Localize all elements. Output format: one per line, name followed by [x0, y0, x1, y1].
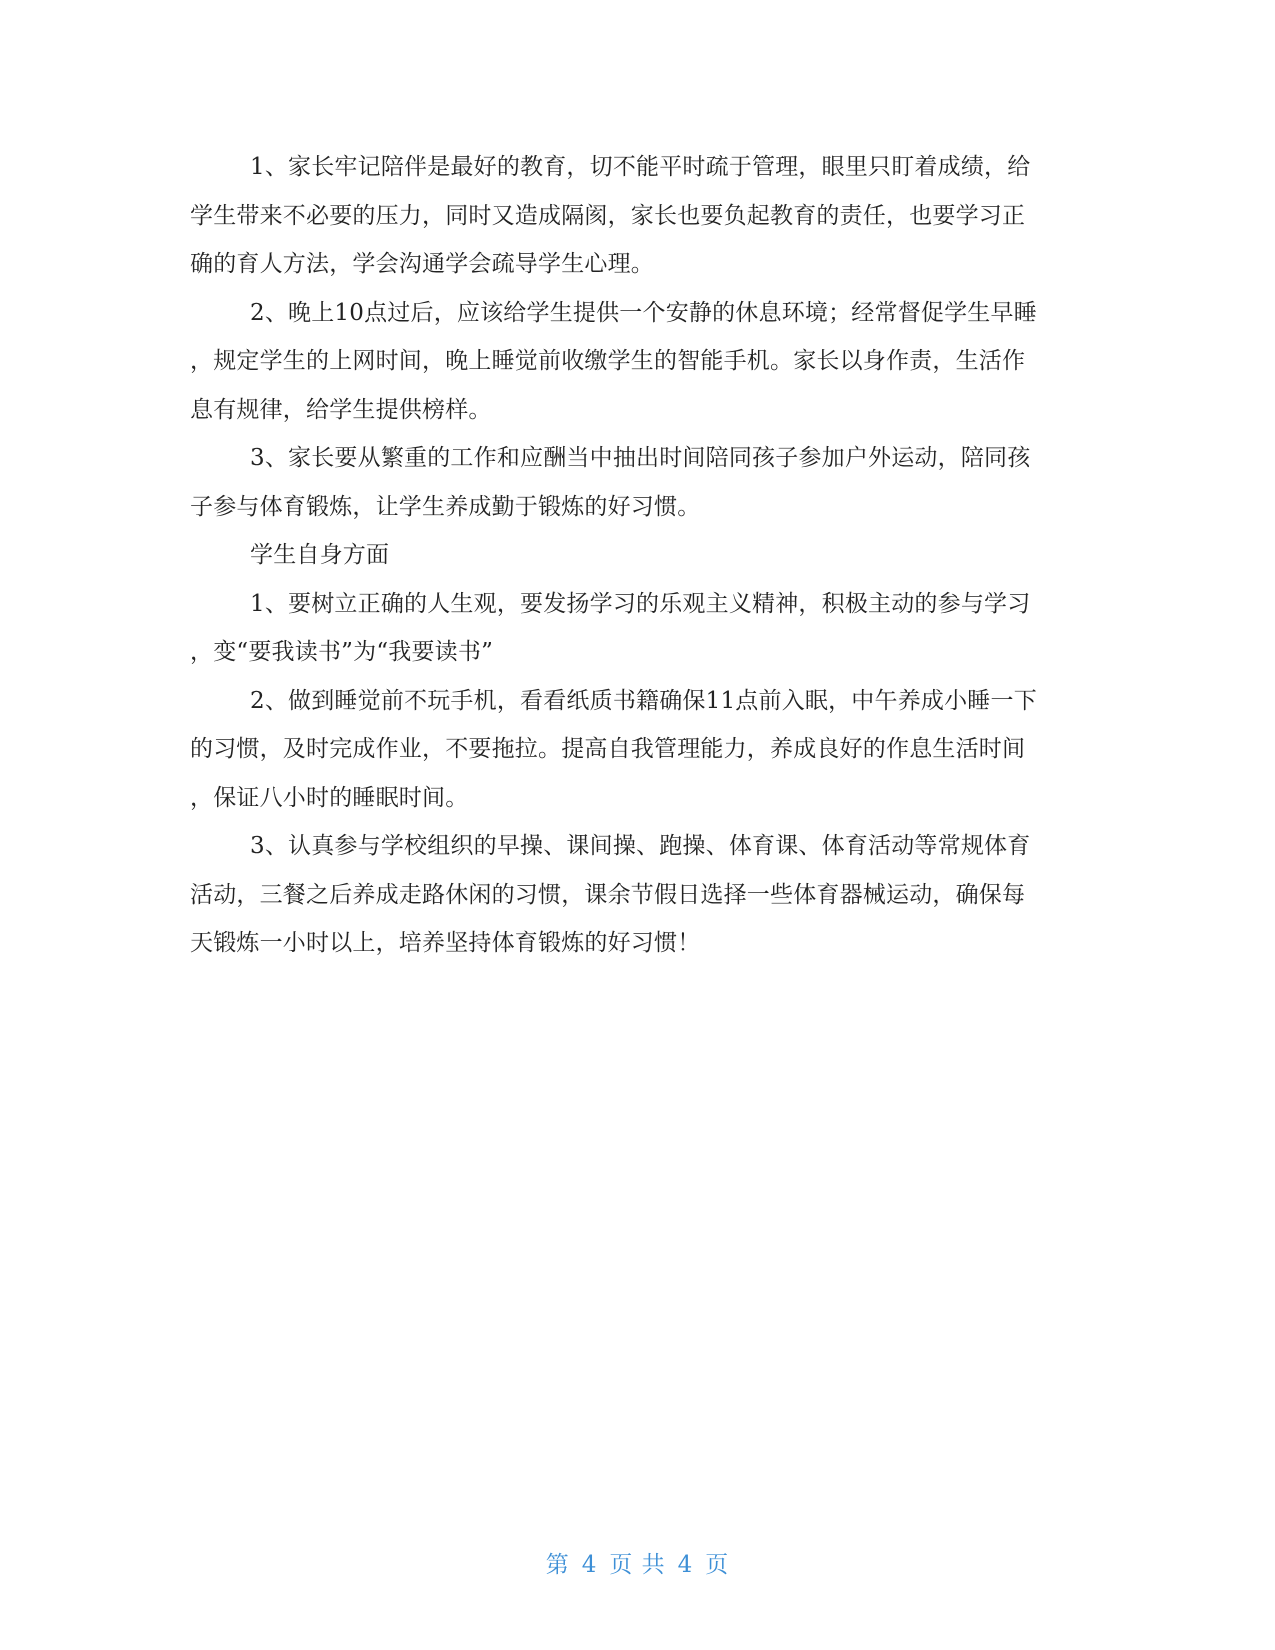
paragraph-student-1 [190, 580, 1090, 677]
paragraph-parent-3 [190, 434, 1090, 531]
paragraph-line: 3、认真参与学校组织的早操、课间操、跑操、体育课、体育活动等常规体育 [250, 833, 1031, 859]
paragraph-line: 学生带来不必要的压力，同时又造成隔阂，家长也要负起教育的责任，也要学习正 [190, 202, 1026, 229]
footer-middle: 页 共 [609, 1552, 666, 1578]
paragraph-line: ，规定学生的上网时间，晚上睡觉前收缴学生的智能手机。家长以身作责，生活作 [190, 348, 1026, 374]
section-heading-student [190, 531, 1090, 580]
footer-total-pages: 4 [677, 1552, 694, 1578]
paragraph-line: 天锻炼一小时以上，培养坚持体育锻炼的好习惯！ [190, 930, 701, 956]
footer-current-page: 4 [581, 1552, 598, 1578]
paragraph-line: 活动，三餐之后养成走路休闲的习惯，课余节假日选择一些体育器械运动，确保每 [190, 881, 1026, 908]
paragraph-line: 的习惯，及时完成作业，不要拖拉。提高自我管理能力，养成良好的作息生活时间 [190, 736, 1026, 762]
paragraph-parent-1 [190, 143, 1090, 289]
paragraph-line: 1、要树立正确的人生观，要发扬学习的乐观主义精神，积极主动的参与学习 [250, 590, 1031, 617]
paragraph-line: 1、家长牢记陪伴是最好的教育，切不能平时疏于管理，眼里只盯着成绩，给 [250, 154, 1031, 180]
paragraph-line: 确的育人方法，学会沟通学会疏导学生心理。 [190, 251, 654, 277]
paragraph-line: ，保证八小时的睡眠时间。 [190, 784, 469, 811]
page-footer [0, 1546, 1275, 1579]
footer-prefix: 第 [545, 1552, 570, 1578]
paragraph-line: 3、家长要从繁重的工作和应酬当中抽出时间陪同孩子参加户外运动，陪同孩 [250, 445, 1031, 471]
paragraph-student-2 [190, 677, 1090, 823]
paragraph-line: 2、晚上10点过后，应该给学生提供一个安静的休息环境；经常督促学生早睡 [250, 299, 1037, 326]
paragraph-parent-2 [190, 289, 1090, 435]
paragraph-line: ，变“要我读书”为“我要读书” [190, 639, 494, 665]
footer-suffix: 页 [705, 1552, 730, 1578]
paragraph-line: 息有规律，给学生提供榜样。 [190, 396, 492, 423]
document-body [190, 143, 1090, 968]
paragraph-line: 子参与体育锻炼，让学生养成勤于锻炼的好习惯。 [190, 493, 701, 520]
section-heading-text: 学生自身方面 [250, 542, 390, 568]
paragraph-line: 2、做到睡觉前不玩手机，看看纸质书籍确保11点前入眠，中午养成小睡一下 [250, 687, 1037, 714]
paragraph-student-3 [190, 822, 1090, 968]
